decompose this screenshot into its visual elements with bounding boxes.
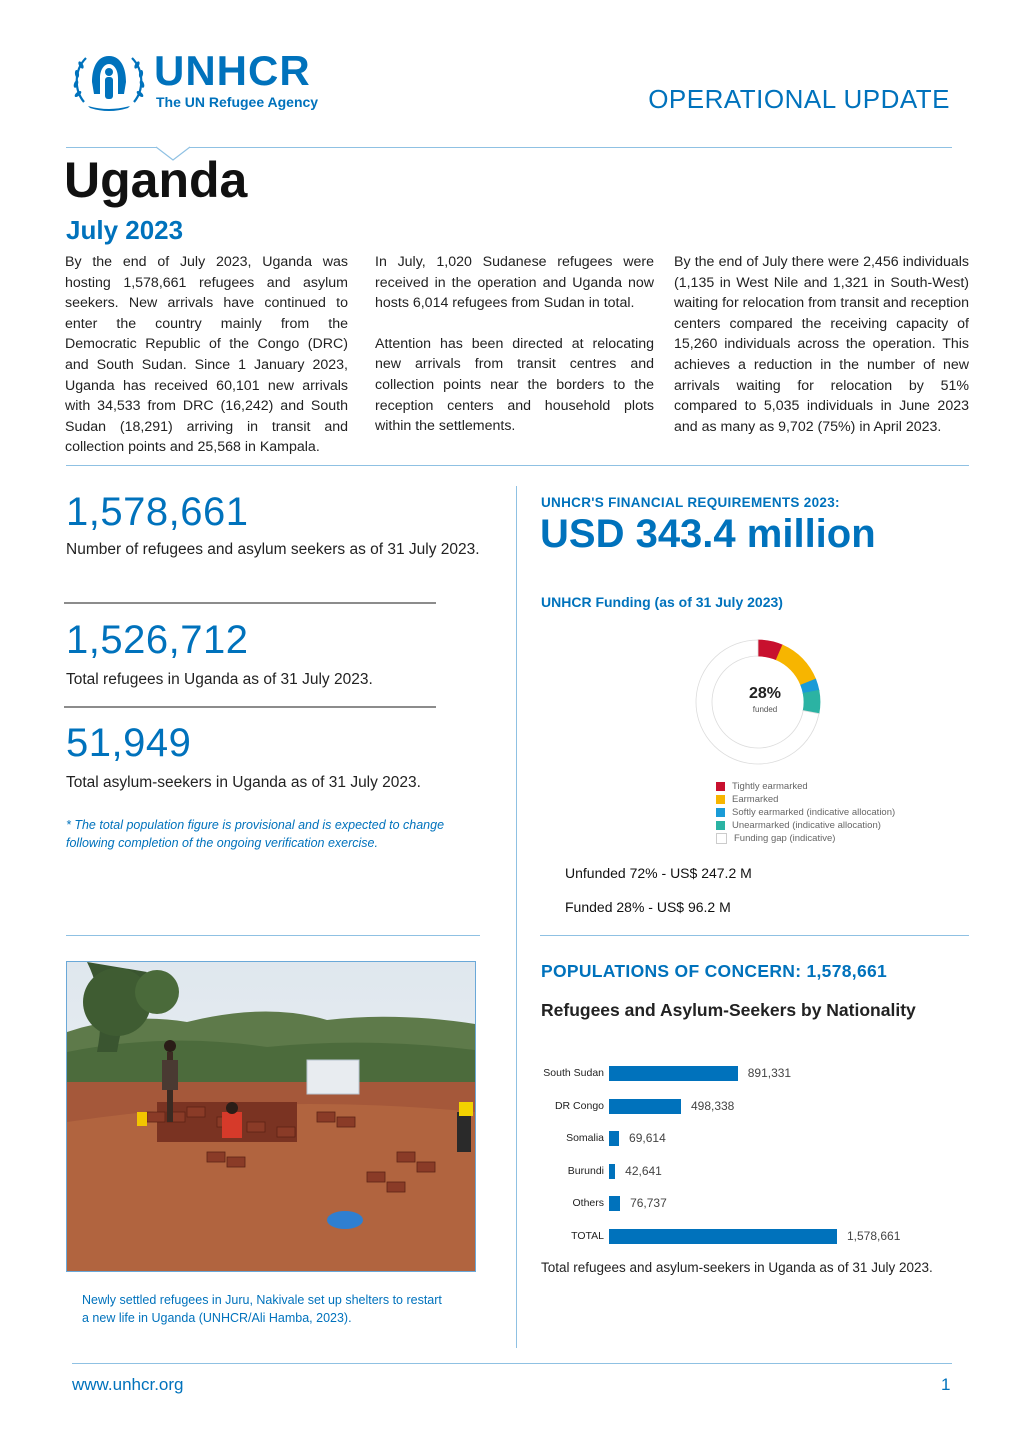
- bar-category-label: Somalia: [566, 1132, 604, 1144]
- financial-requirements-amount: USD 343.4 million: [540, 512, 876, 556]
- stat-total-asylum-seekers: [66, 721, 496, 795]
- bar-value-label: 1,578,661: [847, 1228, 901, 1243]
- legend-swatch: [716, 833, 727, 844]
- unhcr-logo: [70, 48, 340, 114]
- bar-others: [609, 1196, 620, 1211]
- bar-dr-congo: [609, 1099, 681, 1114]
- footer-url[interactable]: www.unhcr.org: [72, 1375, 184, 1394]
- bar-value-label: 891,331: [747, 1066, 792, 1080]
- bar-category-label: Others: [572, 1197, 604, 1209]
- bar-value-label: 42,641: [625, 1163, 662, 1178]
- stat-value: 51,949: [66, 721, 192, 765]
- left-section-divider: [66, 935, 480, 936]
- funded-amount: Funded 28% - US$ 96.2 M: [565, 899, 731, 915]
- stat-description: Number of refugees and asylum seekers as of 31 July 2023.: [66, 541, 480, 558]
- nationality-chart-caption: Total refugees and asylum-seekers in Uganda as of 31 July 2023.: [541, 1260, 933, 1275]
- nationality-bar-chart: [514, 1058, 964, 1258]
- intro-divider: [66, 465, 969, 466]
- legend-swatch: [716, 808, 725, 817]
- legend-swatch: [716, 795, 725, 804]
- stat-divider: [64, 602, 436, 604]
- legend-swatch: [716, 782, 725, 791]
- intro-column-1: By the end of July 2023, Uganda was hosting 1,578,661 refugees and asylum seekers. New arrivals have continued to enter the country mainly from the Democratic Republic of the Congo (DRC) and South Sudan. Since 1 January 2023, Uganda has received 60,101 new arrivals with 34,533 from DRC (16,242) and South Sudan (18,291) arriving in transit and collection points and 25,568 in Kampala.: [65, 254, 348, 456]
- laurel-people-icon: [70, 50, 148, 112]
- donut-slice-earmarked: [776, 645, 815, 685]
- legend-label: Softly earmarked (indicative allocation): [732, 807, 896, 818]
- refugee-shelter-photo: [66, 961, 476, 1272]
- logo-wordmark: UNHCR: [154, 47, 311, 94]
- intro-column-2: [375, 252, 654, 437]
- logo-tagline: The UN Refugee Agency: [156, 94, 319, 110]
- funding-legend: [716, 780, 946, 845]
- stats-footnote: * The total population figure is provisional and is expected to change following completion of the ongoing verification exercise.: [66, 818, 445, 850]
- legend-item: [716, 793, 946, 806]
- bar-category-label: TOTAL: [571, 1229, 604, 1242]
- page-title: Uganda: [64, 152, 248, 208]
- nationality-chart-title: Refugees and Asylum-Seekers by Nationality: [541, 1000, 916, 1020]
- stat-total-refugees: [66, 618, 496, 692]
- bar-somalia: [609, 1131, 619, 1146]
- bar-category-label: South Sudan: [543, 1067, 604, 1079]
- stat-divider: [64, 706, 436, 708]
- intro-column-2-paragraph-2: Attention has been directed at relocating new arrivals from transit centres and collection points near the borders to the reception centers and household plots within the settlements.: [375, 335, 654, 435]
- donut-center-sublabel: funded: [752, 705, 778, 714]
- bar-burundi: [609, 1164, 615, 1179]
- bar-total: [609, 1229, 837, 1244]
- donut-slice-unearmarked-indicative-allocation: [803, 690, 820, 713]
- bar-value-label: 76,737: [630, 1196, 667, 1210]
- document-type: OPERATIONAL UPDATE: [648, 84, 950, 114]
- report-period: July 2023: [66, 215, 184, 245]
- photo-caption: Newly settled refugees in Juru, Nakivale set up shelters to restart a new life in Uganda (UNHCR/Ali Hamba, 2023).: [82, 1293, 442, 1325]
- populations-heading: POPULATIONS OF CONCERN: 1,578,661: [541, 961, 888, 981]
- stat-description: Total asylum-seekers in Uganda as of 31 July 2023.: [66, 774, 421, 791]
- funding-chart-title: UNHCR Funding (as of 31 July 2023): [541, 594, 783, 610]
- intro-column-2-paragraph-1: In July, 1,020 Sudanese refugees were received in the operation and Uganda now hosts 6,014 refugees from Sudan in total.: [375, 254, 654, 312]
- intro-column-3: By the end of July there were 2,456 individuals (1,135 in West Nile and 1,321 in South-West) waiting for relocation from transit and reception centers compared the receiving capacity of 15,260 individuals across the operation. This achieves a reduction in the number of new arrivals waiting for relocation by 51% compared to 5,035 individuals in June 2023 and as many as 9,702 (75%) in April 2023.: [674, 254, 969, 435]
- stat-total-population: [66, 490, 496, 562]
- donut-center-value: 28%: [748, 685, 782, 702]
- right-section-divider: [540, 935, 969, 936]
- stat-description: Total refugees in Uganda as of 31 July 2023.: [66, 671, 373, 688]
- bar-value-label: 69,614: [629, 1131, 666, 1145]
- legend-label: Tightly earmarked: [732, 781, 808, 792]
- bar-south-sudan: [609, 1066, 738, 1081]
- legend-swatch: [716, 821, 725, 830]
- legend-item: [716, 819, 946, 832]
- legend-label: Unearmarked (indicative allocation): [732, 820, 881, 831]
- header-divider: [66, 147, 952, 148]
- bar-category-label: DR Congo: [554, 1099, 604, 1112]
- legend-item: [716, 780, 946, 793]
- stat-value: 1,578,661: [66, 490, 249, 534]
- stat-value: 1,526,712: [66, 618, 249, 662]
- unfunded-amount: Unfunded 72% - US$ 247.2 M: [565, 865, 752, 881]
- legend-item: [716, 832, 946, 845]
- legend-item: [716, 806, 946, 819]
- footer-divider: [72, 1363, 952, 1364]
- legend-label: Earmarked: [732, 794, 779, 805]
- financial-requirements-label: UNHCR'S FINANCIAL REQUIREMENTS 2023:: [541, 495, 840, 510]
- bar-value-label: 498,338: [690, 1098, 735, 1113]
- bar-category-label: Burundi: [567, 1164, 604, 1177]
- page-number: 1: [941, 1375, 951, 1394]
- legend-label: Funding gap (indicative): [734, 833, 836, 844]
